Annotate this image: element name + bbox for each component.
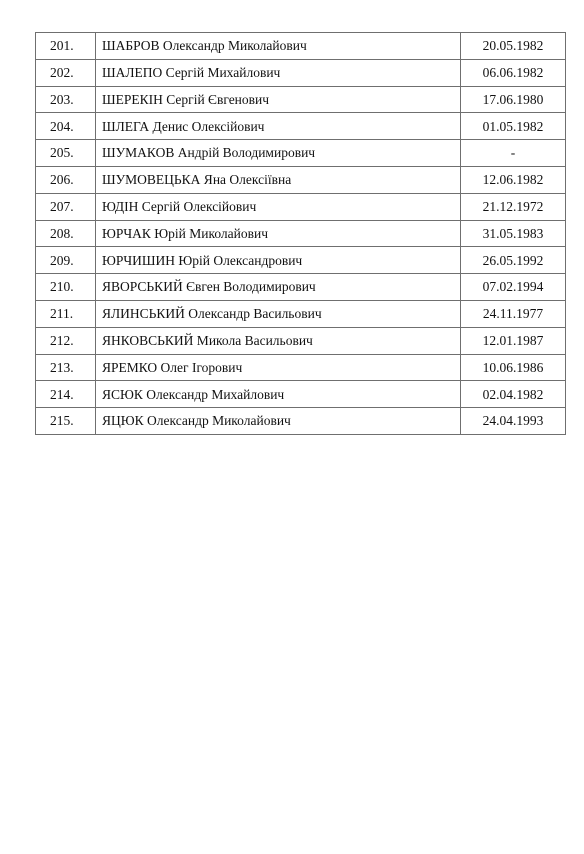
birth-date: 21.12.1972: [461, 193, 566, 220]
person-name: ЯНКОВСЬКИЙ Микола Васильович: [96, 327, 461, 354]
birth-date: 17.06.1980: [461, 86, 566, 113]
person-name: ЮРЧАК Юрій Миколайович: [96, 220, 461, 247]
birth-date: 24.04.1993: [461, 408, 566, 435]
table-row: [36, 86, 566, 113]
row-number: 209.: [36, 247, 96, 274]
birth-date: 06.06.1982: [461, 59, 566, 86]
row-number: 205.: [36, 140, 96, 167]
birth-date: 07.02.1994: [461, 274, 566, 301]
row-number: 213.: [36, 354, 96, 381]
person-name: ЯРЕМКО Олег Ігорович: [96, 354, 461, 381]
birth-date: 20.05.1982: [461, 33, 566, 60]
row-number: 212.: [36, 327, 96, 354]
person-name: ШУМАКОВ Андрій Володимирович: [96, 140, 461, 167]
person-name: ШАЛЕПО Сергій Михайлович: [96, 59, 461, 86]
table-row: [36, 327, 566, 354]
row-number: 206.: [36, 166, 96, 193]
row-number: 210.: [36, 274, 96, 301]
row-number: 214.: [36, 381, 96, 408]
person-name: ЯСЮК Олександр Михайлович: [96, 381, 461, 408]
birth-date: 31.05.1983: [461, 220, 566, 247]
birth-date: 24.11.1977: [461, 300, 566, 327]
row-number: 207.: [36, 193, 96, 220]
birth-date: 01.05.1982: [461, 113, 566, 140]
person-name: ШЛЕГА Денис Олексійович: [96, 113, 461, 140]
table-row: [36, 247, 566, 274]
table-row: [36, 113, 566, 140]
row-number: 211.: [36, 300, 96, 327]
person-name: ЯЛИНСЬКИЙ Олександр Васильович: [96, 300, 461, 327]
table-row: [36, 408, 566, 435]
table-row: [36, 300, 566, 327]
birth-date: -: [461, 140, 566, 167]
table-row: [36, 166, 566, 193]
row-number: 202.: [36, 59, 96, 86]
birth-date: 02.04.1982: [461, 381, 566, 408]
row-number: 208.: [36, 220, 96, 247]
birth-date: 12.01.1987: [461, 327, 566, 354]
table-row: [36, 354, 566, 381]
row-number: 203.: [36, 86, 96, 113]
table-row: [36, 140, 566, 167]
table-row: [36, 274, 566, 301]
table-row: [36, 193, 566, 220]
table-row: [36, 59, 566, 86]
birth-date: 26.05.1992: [461, 247, 566, 274]
row-number: 204.: [36, 113, 96, 140]
birth-date: 10.06.1986: [461, 354, 566, 381]
person-name: ШЕРЕКІН Сергій Євгенович: [96, 86, 461, 113]
person-name: ШУМОВЕЦЬКА Яна Олексіївна: [96, 166, 461, 193]
person-table: [35, 32, 566, 435]
row-number: 201.: [36, 33, 96, 60]
birth-date: 12.06.1982: [461, 166, 566, 193]
table-row: [36, 33, 566, 60]
person-name: ЮРЧИШИН Юрій Олександрович: [96, 247, 461, 274]
table-row: [36, 381, 566, 408]
person-name: ЯЦЮК Олександр Миколайович: [96, 408, 461, 435]
table-row: [36, 220, 566, 247]
person-name: ШАБРОВ Олександр Миколайович: [96, 33, 461, 60]
row-number: 215.: [36, 408, 96, 435]
person-name: ЮДІН Сергій Олексійович: [96, 193, 461, 220]
person-name: ЯВОРСЬКИЙ Євген Володимирович: [96, 274, 461, 301]
person-table-body: [36, 33, 566, 435]
